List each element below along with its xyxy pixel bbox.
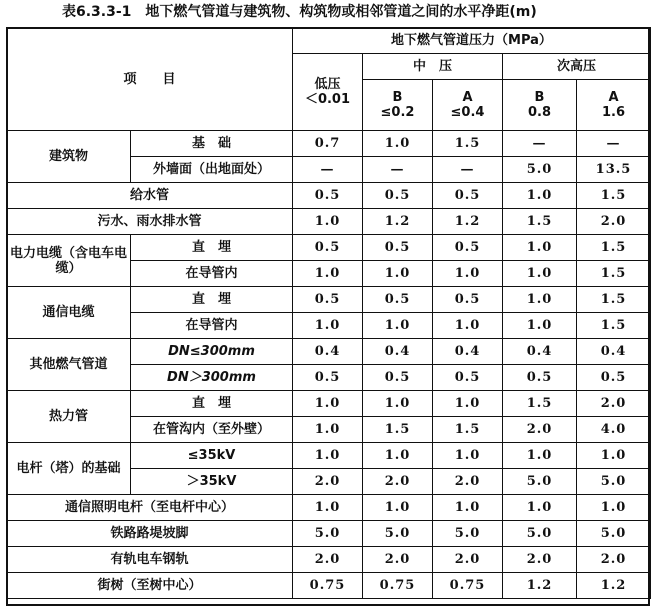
pressure-header: 地下燃气管道压力（MPa） — [293, 28, 651, 54]
cell-sub-high-b: 5.0 — [503, 521, 577, 547]
cell-sub-high-a: 1.0 — [577, 443, 651, 469]
row-sublabel: 直 埋 — [131, 287, 293, 313]
row-label: 铁路路堤坡脚 — [7, 521, 293, 547]
table-row — [7, 209, 651, 235]
cell-sub-high-b: 1.0 — [503, 183, 577, 209]
sub-high-a-grade: A — [608, 90, 619, 105]
cell-low: 0.5 — [293, 365, 363, 391]
cell-low: 0.4 — [293, 339, 363, 365]
cell-sub-high-b: 2.0 — [503, 547, 577, 573]
medium-a-header — [433, 80, 503, 131]
cell-medium-b: — — [363, 157, 433, 183]
cell-medium-b: 1.0 — [363, 131, 433, 157]
cell-sub-high-b: 1.0 — [503, 495, 577, 521]
cell-medium-b: 1.0 — [363, 495, 433, 521]
cell-sub-high-b: 1.5 — [503, 209, 577, 235]
cell-medium-a: 1.0 — [433, 313, 503, 339]
cell-medium-b: 0.5 — [363, 235, 433, 261]
cell-low: 1.0 — [293, 209, 363, 235]
cell-low: 2.0 — [293, 547, 363, 573]
table-row — [7, 495, 651, 521]
sub-high-b-value: 0.8 — [527, 105, 552, 120]
row-sublabel: 在导管内 — [131, 261, 293, 287]
row-sublabel: ＞35kV — [131, 469, 293, 495]
cell-medium-a: 1.0 — [433, 261, 503, 287]
cell-medium-b: 0.5 — [363, 287, 433, 313]
cell-sub-high-b: 1.0 — [503, 261, 577, 287]
cell-medium-a: 0.75 — [433, 573, 503, 599]
cell-medium-a: 1.5 — [433, 417, 503, 443]
row-label: 给水管 — [7, 183, 293, 209]
sub-high-b-grade: B — [534, 90, 545, 105]
row-sublabel: 基 础 — [131, 131, 293, 157]
cell-medium-a: 0.5 — [433, 235, 503, 261]
cell-low: 1.0 — [293, 313, 363, 339]
cell-sub-high-b: 0.4 — [503, 339, 577, 365]
cell-low: 1.0 — [293, 495, 363, 521]
cell-medium-b: 0.5 — [363, 183, 433, 209]
row-sublabel: DN≤300mm — [131, 339, 293, 365]
cell-medium-a: 0.5 — [433, 287, 503, 313]
cell-sub-high-b: 5.0 — [503, 157, 577, 183]
cell-low: 1.0 — [293, 417, 363, 443]
cell-low: 2.0 — [293, 469, 363, 495]
group-label-building: 建筑物 — [7, 131, 131, 183]
low-pressure-label: 低压 — [314, 77, 341, 92]
cell-sub-high-a: 0.5 — [577, 365, 651, 391]
table-row — [7, 131, 651, 157]
cell-medium-b: 1.5 — [363, 417, 433, 443]
cell-sub-high-a: 1.5 — [577, 313, 651, 339]
row-sublabel: 外墙面（出地面处） — [131, 157, 293, 183]
row-label: 有轨电车钢轨 — [7, 547, 293, 573]
cell-medium-b: 1.2 — [363, 209, 433, 235]
cell-sub-high-a: 1.5 — [577, 261, 651, 287]
table-row — [7, 547, 651, 573]
cell-sub-high-b: 2.0 — [503, 417, 577, 443]
sub-high-a-value: 1.6 — [601, 105, 626, 120]
cell-medium-a: 5.0 — [433, 521, 503, 547]
row-sublabel: 在导管内 — [131, 313, 293, 339]
cell-sub-high-a: 2.0 — [577, 391, 651, 417]
group-label-other-gas: 其他燃气管道 — [7, 339, 131, 391]
sub-high-pressure-header: 次高压 — [503, 54, 651, 80]
medium-a-value: ≤0.4 — [450, 105, 485, 120]
cell-low: 0.75 — [293, 573, 363, 599]
cell-medium-a: 1.2 — [433, 209, 503, 235]
cell-medium-a: 0.4 — [433, 339, 503, 365]
row-sublabel: 在管沟内（至外壁） — [131, 417, 293, 443]
cell-medium-b: 5.0 — [363, 521, 433, 547]
cell-medium-b: 0.75 — [363, 573, 433, 599]
cell-medium-b: 2.0 — [363, 469, 433, 495]
table-row — [7, 521, 651, 547]
cell-low: — — [293, 157, 363, 183]
cell-low: 0.7 — [293, 131, 363, 157]
table-row — [7, 183, 651, 209]
row-sublabel: ≤35kV — [131, 443, 293, 469]
cell-medium-b: 0.4 — [363, 339, 433, 365]
cell-medium-b: 1.0 — [363, 313, 433, 339]
cell-medium-b: 1.0 — [363, 391, 433, 417]
cell-sub-high-b: — — [503, 131, 577, 157]
medium-b-grade: B — [392, 90, 403, 105]
cell-medium-a: 1.5 — [433, 131, 503, 157]
table-row — [7, 573, 651, 599]
medium-a-grade: A — [462, 90, 473, 105]
cell-sub-high-a: 1.5 — [577, 235, 651, 261]
cell-sub-high-b: 1.2 — [503, 573, 577, 599]
table-row — [7, 287, 651, 313]
cell-medium-b: 1.0 — [363, 443, 433, 469]
row-sublabel: 直 埋 — [131, 391, 293, 417]
row-sublabel: DN＞300mm — [131, 365, 293, 391]
cell-sub-high-b: 5.0 — [503, 469, 577, 495]
cell-low: 1.0 — [293, 391, 363, 417]
cell-low: 0.5 — [293, 287, 363, 313]
cell-medium-a: 0.5 — [433, 183, 503, 209]
cell-sub-high-a: — — [577, 131, 651, 157]
cell-sub-high-a: 5.0 — [577, 521, 651, 547]
clearance-table — [6, 27, 651, 599]
sub-high-a-header — [577, 80, 651, 131]
cell-sub-high-a: 2.0 — [577, 209, 651, 235]
cell-medium-a: — — [433, 157, 503, 183]
cell-medium-a: 1.0 — [433, 391, 503, 417]
table-row — [7, 339, 651, 365]
cell-medium-a: 0.5 — [433, 365, 503, 391]
cell-sub-high-b: 1.0 — [503, 235, 577, 261]
cell-sub-high-b: 1.0 — [503, 313, 577, 339]
cell-sub-high-a: 1.2 — [577, 573, 651, 599]
cell-medium-a: 1.0 — [433, 495, 503, 521]
cell-low: 1.0 — [293, 443, 363, 469]
group-label-heat-pipe: 热力管 — [7, 391, 131, 443]
cell-sub-high-b: 1.0 — [503, 287, 577, 313]
cell-sub-high-a: 1.5 — [577, 183, 651, 209]
item-header: 项 目 — [7, 28, 293, 131]
table-row — [7, 235, 651, 261]
row-label: 污水、雨水排水管 — [7, 209, 293, 235]
cell-medium-a: 2.0 — [433, 547, 503, 573]
cell-sub-high-b: 0.5 — [503, 365, 577, 391]
cell-medium-b: 2.0 — [363, 547, 433, 573]
row-label: 通信照明电杆（至电杆中心） — [7, 495, 293, 521]
cell-low: 5.0 — [293, 521, 363, 547]
cell-sub-high-a: 0.4 — [577, 339, 651, 365]
cell-sub-high-a: 4.0 — [577, 417, 651, 443]
cell-medium-a: 1.0 — [433, 443, 503, 469]
sub-high-b-header — [503, 80, 577, 131]
table-row — [7, 391, 651, 417]
medium-b-value: ≤0.2 — [380, 105, 415, 120]
cell-sub-high-b: 1.0 — [503, 443, 577, 469]
table-caption: 表6.3.3-1 地下燃气管道与建筑物、构筑物或相邻管道之间的水平净距(m) — [62, 4, 537, 20]
cell-sub-high-a: 1.0 — [577, 495, 651, 521]
cell-sub-high-a: 13.5 — [577, 157, 651, 183]
cell-medium-b: 0.5 — [363, 365, 433, 391]
cell-sub-high-b: 1.5 — [503, 391, 577, 417]
medium-pressure-header: 中 压 — [363, 54, 503, 80]
low-pressure-header — [293, 54, 363, 131]
cell-sub-high-a: 1.5 — [577, 287, 651, 313]
row-label: 街树（至树中心） — [7, 573, 293, 599]
cell-sub-high-a: 5.0 — [577, 469, 651, 495]
cell-low: 0.5 — [293, 235, 363, 261]
group-label-telecom-cable: 通信电缆 — [7, 287, 131, 339]
row-sublabel: 直 埋 — [131, 235, 293, 261]
cell-low: 0.5 — [293, 183, 363, 209]
cell-sub-high-a: 2.0 — [577, 547, 651, 573]
group-label-power-cable: 电力电缆（含电车电缆） — [7, 235, 131, 287]
medium-b-header — [363, 80, 433, 131]
group-label-pole: 电杆（塔）的基础 — [7, 443, 131, 495]
low-pressure-value: ＜0.01 — [304, 92, 351, 107]
cell-medium-b: 1.0 — [363, 261, 433, 287]
table-row — [7, 443, 651, 469]
cell-low: 1.0 — [293, 261, 363, 287]
cell-medium-a: 2.0 — [433, 469, 503, 495]
